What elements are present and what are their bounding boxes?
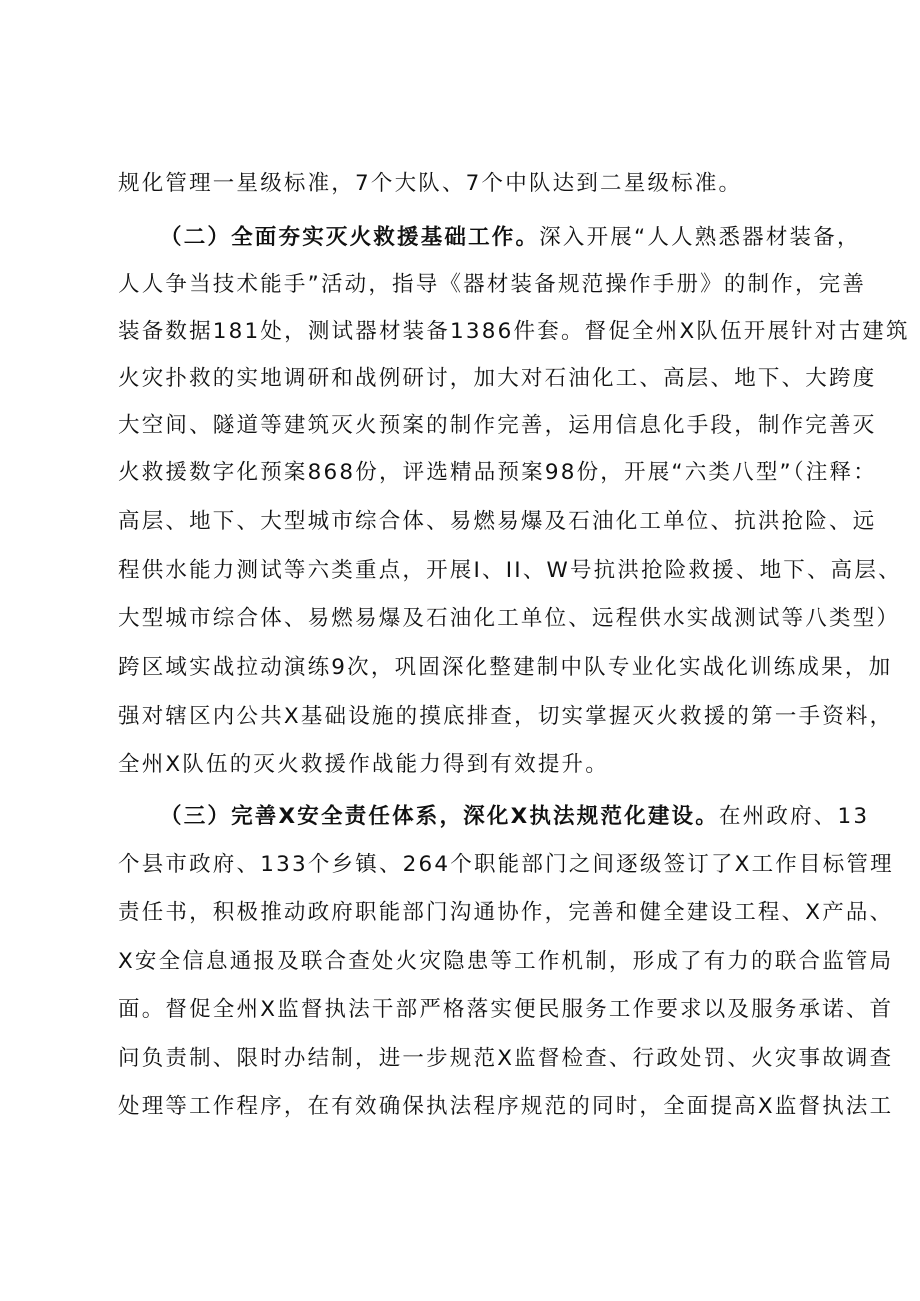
text-line: X安全信息通报及联合查处火灾隐患等工作机制，形成了有力的联合监管局 bbox=[118, 949, 894, 974]
text-line: 问负责制、限时办结制，进一步规范X监督检查、行政处罚、火灾事故调查 bbox=[118, 1046, 894, 1071]
text-line: 处理等工作程序，在有效确保执法程序规范的同时，全面提高X监督执法工 bbox=[118, 1094, 894, 1119]
text-line: 跨区域实战拉动演练9次，巩固深化整建制中队专业化实战化训练成果，加 bbox=[118, 655, 893, 680]
section-heading: （二）全面夯实灭火救援基础工作。 bbox=[160, 225, 540, 250]
text-line: 面。督促全州X监督执法干部严格落实便民服务工作要求以及服务承诺、首 bbox=[118, 997, 894, 1022]
text-line: 大空间、隧道等建筑灭火预案的制作完善，运用信息化手段，制作完善灭 bbox=[118, 413, 877, 438]
section-heading-line: （二）全面夯实灭火救援基础工作。深入开展“人人熟悉器材装备， bbox=[160, 225, 861, 250]
text-line: 高层、地下、大型城市综合体、易燃易爆及石油化工单位、抗洪抢险、远 bbox=[118, 509, 877, 534]
text-line: 全州X队伍的灭火救援作战能力得到有效提升。 bbox=[118, 752, 609, 777]
text-line: 火灾扑救的实地调研和战例研讨，加大对石油化工、高层、地下、大跨度 bbox=[118, 366, 877, 391]
text-line: 火救援数字化预案868份，评选精品预案98份，开展“六类八型”（注释： bbox=[118, 460, 877, 485]
section-heading: （三）完善X安全责任体系，深化X执法规范化建设。 bbox=[160, 804, 719, 829]
text-line: 装备数据181处，测试器材装备1386件套。督促全州X队伍开展针对古建筑 bbox=[118, 319, 910, 344]
text-line: 人人争当技术能手”活动，指导《器材装备规范操作手册》的制作，完善 bbox=[118, 272, 867, 297]
text-line: 大型城市综合体、易燃易爆及石油化工单位、远程供水实战测试等八类型） bbox=[118, 606, 901, 631]
text-line: 强对辖区内公共X基础设施的摸底排查，切实掌握灭火救援的第一手资料， bbox=[118, 704, 894, 729]
text-line: 个县市政府、133个乡镇、264个职能部门之间逐级签订了X工作目标管理 bbox=[118, 852, 894, 877]
text-line: 责任书，积极推动政府职能部门沟通协作，完善和健全建设工程、X产品、 bbox=[118, 900, 894, 925]
text-line: 程供水能力测试等六类重点，开展I、II、W号抗洪抢险救援、地下、高层、 bbox=[118, 558, 902, 583]
text-line: 规化管理一星级标准，7个大队、7个中队达到二星级标准。 bbox=[118, 171, 743, 196]
section-heading-line: （三）完善X安全责任体系，深化X执法规范化建设。在州政府、13 bbox=[160, 804, 870, 829]
